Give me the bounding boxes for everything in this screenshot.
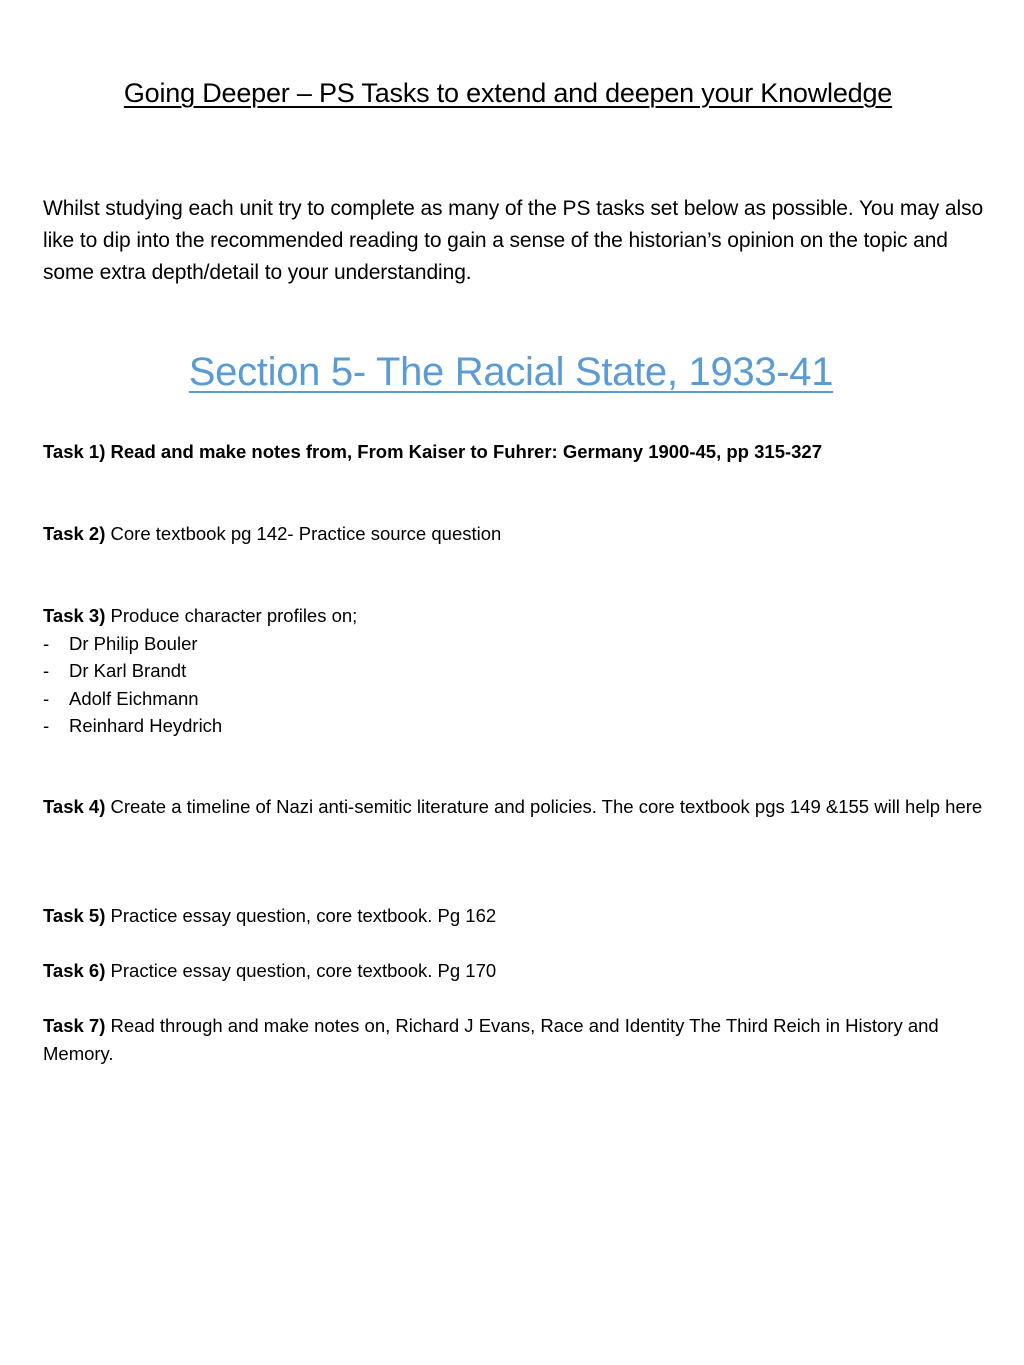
list-item-text: Adolf Eichmann [69, 687, 199, 709]
task-3 [43, 602, 988, 740]
task-text: Practice essay question, core textbook. Pg 170 [105, 960, 497, 981]
task-text: Practice essay question, core textbook. Pg 162 [105, 905, 497, 926]
list-bullet: - [43, 687, 50, 709]
task-label: Task 2) [43, 523, 106, 544]
list-bullet: - [43, 715, 50, 736]
list-bullet: - [43, 660, 50, 681]
list-item-text: Dr Philip Bouler [69, 632, 198, 654]
task-text: Read and make notes from, From Kaiser to Fuhrer: Germany 1900-45, pp 315-327 [105, 441, 823, 462]
list-item [43, 712, 988, 740]
task-5 [43, 902, 988, 930]
task-label: Task 6) [43, 960, 106, 981]
task-text: Read through and make notes on, Richard J Evans, Race and Identity The Third Reich in History and Memory. [43, 1015, 939, 1064]
list-item-text: Dr Karl Brandt [69, 660, 187, 681]
task-label: Task 5) [43, 905, 106, 926]
list-item [43, 685, 988, 713]
list-item-text: Reinhard Heydrich [69, 715, 223, 736]
section-heading: Section 5- The Racial State, 1933-41 [188, 350, 834, 394]
task-label: Task 4) [43, 796, 106, 817]
list-bullet: - [43, 632, 50, 654]
task-label: Task 7) [43, 1015, 106, 1036]
list-item [43, 657, 988, 685]
task-text: Core textbook pg 142- Practice source question [105, 523, 502, 544]
task-label: Task 3) [43, 605, 106, 626]
task-text: Produce character profiles on; [105, 605, 358, 626]
intro-paragraph: Whilst studying each unit try to complete as many of the PS tasks set below as possible. You may also like to dip into the recommended reading to gain a sense of the historian’s opinion on the topic and some extra depth/detail to your understanding. [43, 197, 984, 284]
task-7 [43, 1012, 988, 1067]
task-2 [43, 520, 988, 548]
task-label: Task 1) [43, 441, 106, 462]
list-item [43, 630, 988, 658]
page-title: Going Deeper – PS Tasks to extend and deepen your Knowledge [123, 78, 893, 108]
task-6 [43, 957, 988, 985]
character-profile-list [43, 630, 988, 740]
task-4 [43, 793, 988, 821]
task-text: Create a timeline of Nazi anti-semitic literature and policies. The core textbook pgs 149 &155 will help here [105, 796, 983, 817]
task-1 [43, 438, 988, 466]
